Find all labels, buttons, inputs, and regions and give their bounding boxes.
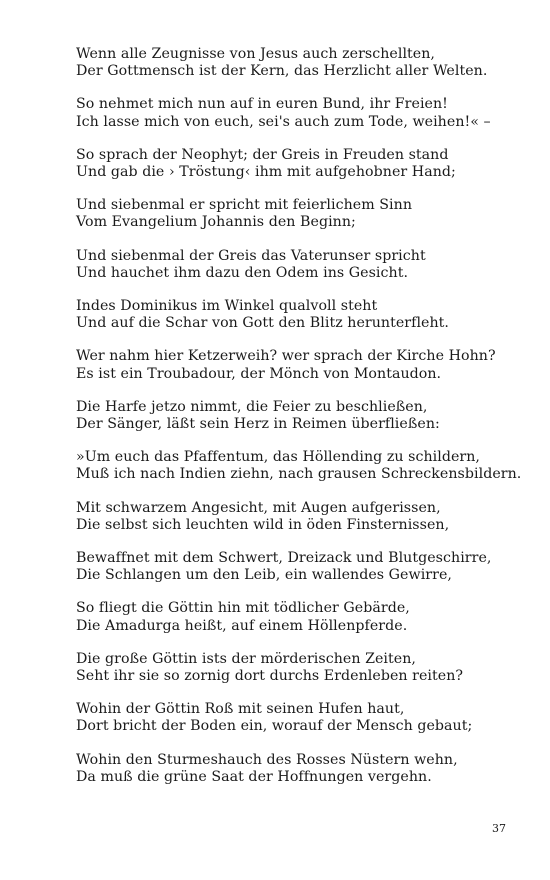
verse-line: Der Gottmensch ist der Kern, das Herzlicht aller Welten. <box>76 63 488 80</box>
verse-line: Ich lasse mich von euch, sei's auch zum Tode, weihen!« – <box>76 113 491 130</box>
verse-line: Mit schwarzem Angesicht, mit Augen aufgerissen, <box>76 499 441 516</box>
verse-line: »Um euch das Pfaffentum, das Höllending zu schildern, <box>76 449 480 466</box>
verse-line: Die Schlangen um den Leib, ein wallendes Gewirre, <box>76 567 452 584</box>
verse-line: Der Sänger, läßt sein Herz in Reimen überfließen: <box>76 416 440 433</box>
verse-line: Und siebenmal der Greis das Vaterunser spricht <box>76 247 426 264</box>
verse-line: So fliegt die Göttin hin mit tödlicher Gebärde, <box>76 600 410 617</box>
stanza-9 <box>76 449 522 483</box>
verse-line: Die Amadurga heißt, auf einem Höllenpferde. <box>76 617 408 634</box>
verse-line: Und siebenmal er spricht mit feierlichem Sinn <box>76 197 413 214</box>
verse-line: Wohin der Göttin Roß mit seinen Hufen haut, <box>76 701 405 718</box>
stanza-1 <box>76 46 506 80</box>
verse-line: Die große Göttin ists der mörderischen Zeiten, <box>76 650 416 667</box>
verse-line: Wohin den Sturmeshauch des Rosses Nüstern wehn, <box>76 751 458 768</box>
stanza-13 <box>76 651 506 685</box>
stanza-7 <box>76 348 506 382</box>
verse-line: Und gab die › Tröstung‹ ihm mit aufgehobner Hand; <box>76 164 456 181</box>
verse-line: Wer nahm hier Ketzerweih? wer sprach der Kirche Hohn? <box>76 348 496 365</box>
page-number: 37 <box>492 822 506 835</box>
verse-line: Dort bricht der Boden ein, worauf der Mensch gebaut; <box>76 718 473 735</box>
verse-line: Indes Dominikus im Winkel qualvoll steht <box>76 298 378 315</box>
verse-line: So nehmet mich nun auf in euren Bund, ihr Freien! <box>76 96 448 113</box>
verse-line: Bewaffnet mit dem Schwert, Dreizack und Blutgeschirre, <box>76 550 492 567</box>
verse-line: Und hauchet ihm dazu den Odem ins Gesicht. <box>76 264 409 281</box>
stanza-3 <box>76 147 506 181</box>
verse-line: Es ist ein Troubadour, der Mönch von Montaudon. <box>76 365 442 382</box>
verse-line: Die Harfe jetzo nimmt, die Feier zu beschließen, <box>76 398 428 415</box>
verse-line: Und auf die Schar von Gott den Blitz herunterfleht. <box>76 315 449 332</box>
stanza-6 <box>76 298 506 332</box>
verse-line: Die selbst sich leuchten wild in öden Finsternissen, <box>76 516 450 533</box>
stanza-5 <box>76 248 506 282</box>
stanza-2 <box>76 96 506 130</box>
verse-line: Seht ihr sie so zornig dort durchs Erdenleben reiten? <box>76 668 464 685</box>
stanza-12 <box>76 600 506 634</box>
stanza-11 <box>76 550 506 584</box>
stanza-15 <box>76 752 506 786</box>
verse-line: Da muß die grüne Saat der Hoffnungen vergehn. <box>76 768 432 785</box>
verse-line: Muß ich nach Indien ziehn, nach grausen Schreckensbildern. <box>76 466 522 483</box>
poem-text <box>76 46 522 802</box>
verse-line: Vom Evangelium Johannis den Beginn; <box>76 214 356 231</box>
verse-line: Wenn alle Zeugnisse von Jesus auch zerschellten, <box>76 46 435 62</box>
stanza-4 <box>76 197 506 231</box>
stanza-14 <box>76 701 506 735</box>
stanza-10 <box>76 500 506 534</box>
verse-line: So sprach der Neophyt; der Greis in Freuden stand <box>76 146 449 163</box>
stanza-8 <box>76 399 506 433</box>
